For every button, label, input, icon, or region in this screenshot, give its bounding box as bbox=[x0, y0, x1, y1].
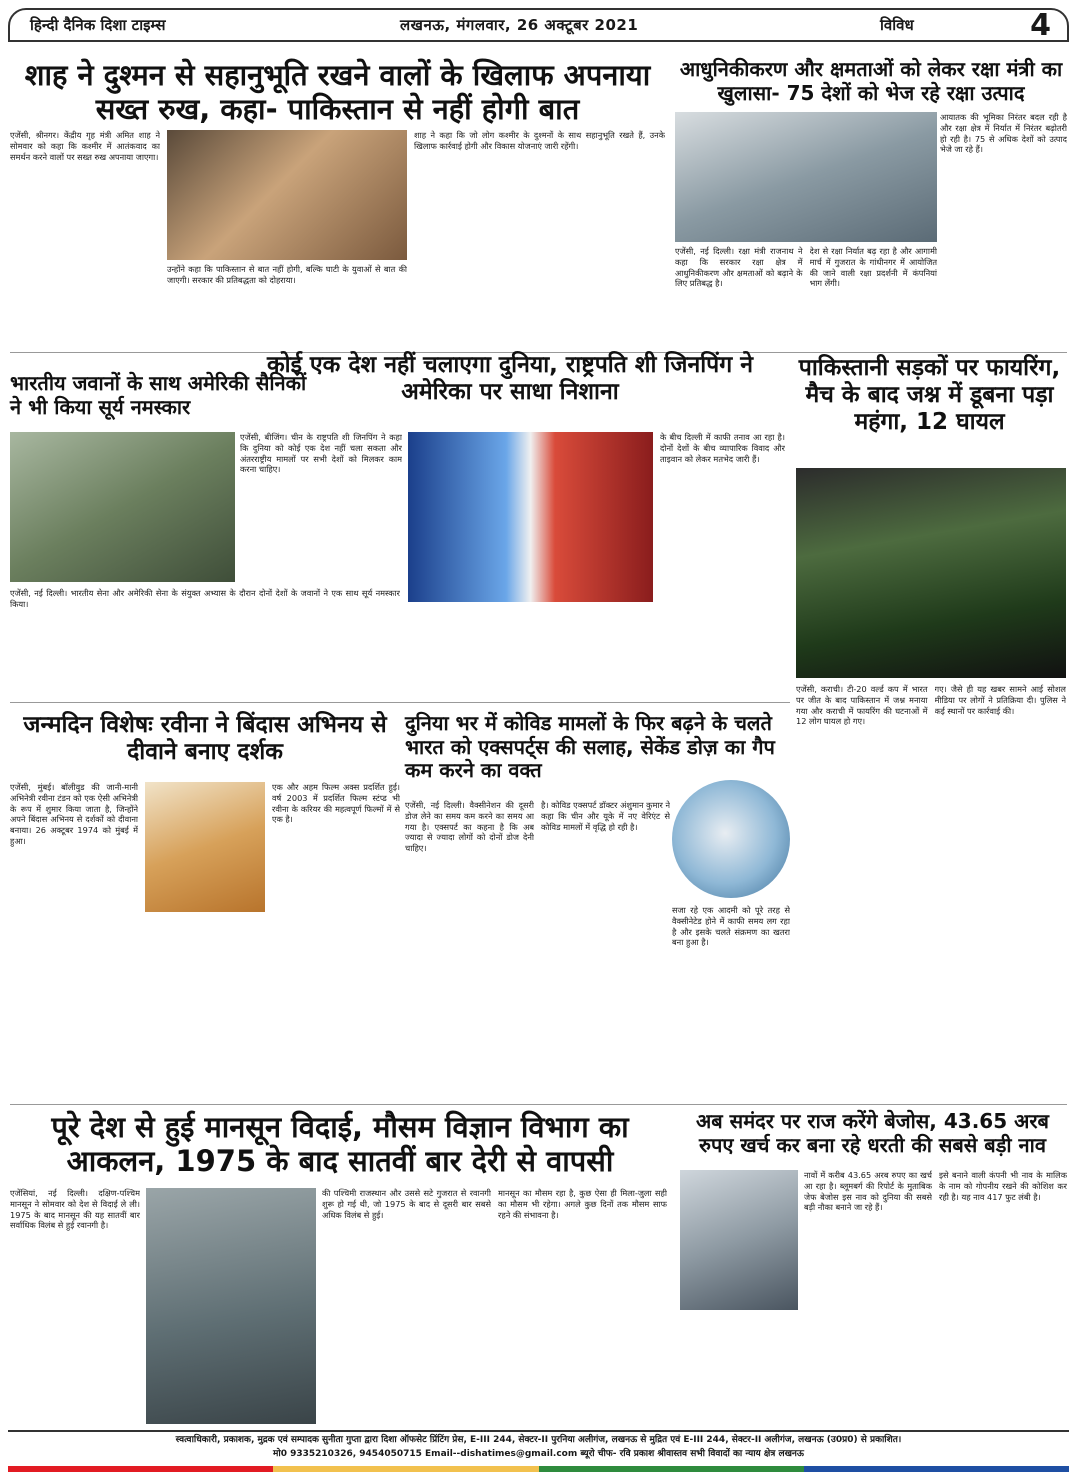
article-raveena bbox=[10, 712, 400, 766]
covid-body bbox=[405, 800, 670, 1100]
monsoon-rain-photo bbox=[146, 1188, 316, 1424]
stripe-4 bbox=[804, 1466, 1069, 1472]
pakistan-text-1: एजेंसी, कराची। टी-20 वर्ल्ड कप में भारत पर जीत के बाद पाकिस्तान में जश्न मनाया गया और कराची में फायरिंग की घटनाओं में 12 लोग घायल हो गए। bbox=[796, 684, 928, 727]
monsoon-text-1: एजेंसियां, नई दिल्ली। दक्षिण-पश्चिम मानसून ने सोमवार को देश से विदाई ले ली। 1975 के बाद मानसून की यह सातवीं बार सर्वाधिक विलंब से हुई रवानगी है। bbox=[10, 1188, 140, 1231]
defence-text-3: आयातक की भूमिका निरंतर बदल रही है और रक्षा क्षेत्र में निर्यात में निरंतर बढ़ोतरी हो रही है। 75 से अधिक देशों को उत्पाद भेजे जा रहे हैं। bbox=[940, 112, 1067, 155]
divider-2 bbox=[10, 702, 790, 703]
xi-column-3 bbox=[660, 432, 785, 692]
covid-text-2: है। कोविड एक्सपर्ट डॉक्टर अंशुमान कुमार ने कहा कि चीन और यूके में नए वेरिएंट से कोविड मामलों में वृद्धि हो रही है। bbox=[541, 800, 670, 832]
headline-pakistan: पाकिस्तानी सड़कों पर फायरिंग, मैच के बाद जश्न में डूबना पड़ा महंगा, 12 घायल bbox=[798, 355, 1061, 436]
defence-text-2: देश से रक्षा निर्यात बढ़ रहा है और आगामी मार्च में गुजरात के गांधीनगर में आयोजित की जाने वाली रक्षा प्रदर्शनी में कंपनियां भाग लेंगी। bbox=[809, 246, 937, 289]
monsoon-body bbox=[322, 1188, 667, 1424]
raveena-column-2 bbox=[145, 782, 265, 1102]
article-pakistan bbox=[792, 355, 1067, 436]
raveena-column-1 bbox=[10, 782, 138, 1102]
bezos-text-2: इसे बनाने वाली कंपनी भी नाव के मालिक के नाम को गोपनीय रखने की कोशिश कर रही है। यह नाव 417 फुट लंबी है। bbox=[939, 1170, 1067, 1202]
xi-text-2: के बीच दिल्ली में काफी तनाव आ रहा है। दोनों देशों के बीच व्यापारिक विवाद और ताइवान को लेकर मतभेद जारी हैं। bbox=[660, 432, 785, 464]
shah-text-3: शाह ने कहा कि जो लोग कश्मीर के दुश्मनों के साथ सहानुभूति रखते हैं, उनके खिलाफ कार्रवाई होगी और विकास योजनाएं जारी रहेंगी। bbox=[414, 130, 665, 151]
covid-column-1 bbox=[405, 800, 534, 1100]
imprint-footer bbox=[8, 1430, 1069, 1466]
xi-text-1: एजेंसी, बीजिंग। चीन के राष्ट्रपति शी जिनपिंग ने कहा कि दुनिया को कोई एक देश नहीं चला सकता और अंतरराष्ट्रीय मामलों पर सभी देशों को मिलकर काम करना चाहिए। bbox=[240, 432, 402, 475]
raveena-photo bbox=[145, 782, 265, 912]
covid-col-3-text bbox=[672, 905, 790, 1100]
stripe-2 bbox=[273, 1466, 538, 1472]
stripe-1 bbox=[8, 1466, 273, 1472]
covid-text-1: एजेंसी, नई दिल्ली। वैक्सीनेशन की दूसरी डोज लेने का समय कम करने का समय आ गया है। एक्सपर्ट का कहना है कि अब ज्यादा से ज्यादा लोगों को दोनों डोज देनी चाहिए। bbox=[405, 800, 534, 854]
page-number: 4 bbox=[1030, 8, 1051, 43]
monsoon-column-3 bbox=[498, 1188, 667, 1424]
article-defence bbox=[675, 58, 1067, 105]
masthead bbox=[8, 8, 1069, 42]
paper-name: हिन्दी दैनिक दिशा टाइम्स bbox=[30, 16, 166, 34]
defence-photo bbox=[675, 112, 937, 242]
headline-monsoon: पूरे देश से हुई मानसून विदाई, मौसम विज्ञान विभाग का आकलन, 1975 के बाद सातवीं बार देरी से वापसी bbox=[51, 1110, 629, 1179]
headline-xi: कोई एक देश नहीं चलाएगा दुनिया, राष्ट्रपति शी जिनपिंग ने अमेरिका पर साधा निशाना bbox=[267, 352, 753, 406]
shah-text-2: उन्होंने कहा कि पाकिस्तान से बात नहीं होगी, बल्कि घाटी के युवाओं से बात की जाएगी। सरकार की प्रतिबद्धता को दोहराया। bbox=[167, 264, 407, 285]
article-covid bbox=[405, 712, 790, 783]
headline-raveena: जन्मदिन विशेषः रवीना ने बिंदास अभिनय से दीवाने बनाए दर्शक bbox=[23, 712, 387, 766]
defence-body bbox=[675, 246, 937, 346]
raveena-text-2: एक और अहम फिल्म अक्स प्रदर्शित हुई। वर्ष 2003 में प्रदर्शित फिल्म स्टंप्ड भी रवीना के करियर की महत्वपूर्ण फिल्मों में से एक है। bbox=[272, 782, 400, 825]
headline-shah: शाह ने दुश्मन से सहानुभूति रखने वालों के खिलाफ अपनाया सख्त रुख, कहा- पाकिस्तान से नहीं होगी बात bbox=[24, 58, 651, 127]
xi-col-3-text bbox=[660, 432, 785, 692]
monsoon-column-2 bbox=[322, 1188, 491, 1424]
defence-text-1: एजेंसी, नई दिल्ली। रक्षा मंत्री राजनाथ ने कहा कि सरकार रक्षा क्षेत्र में आधुनिकीकरण और क्षमताओं को बढ़ाने के लिए प्रतिबद्ध है। bbox=[675, 246, 803, 289]
shah-photo bbox=[167, 130, 407, 260]
bezos-text-1: नावों में करीब 43.65 अरब रुपए का खर्च आ रहा है। ब्लूमबर्ग की रिपोर्ट के मुताबिक जेफ बेजोस इस नाव को दुनिया की सबसे बड़ी नौका बनाने जा रहे हैं। bbox=[804, 1170, 932, 1213]
monsoon-col-1-text bbox=[10, 1188, 140, 1424]
article-monsoon bbox=[10, 1110, 670, 1178]
footer-stripe bbox=[8, 1466, 1069, 1472]
imprint-line-1: स्वत्वाधिकारी, प्रकाशक, मुद्रक एवं सम्पादक सुनीता गुप्ता द्वारा दिशा ऑफसेट प्रिंटिंग प्रेस, E-III 244, सेक्टर-II पुरनिया अलीगंज, लखनऊ से मुद्रित एवं E-III 244, सेक्टर-II अलीगंज, लखनऊ (उ0प्र0) से प्रकाशित। bbox=[175, 1435, 902, 1445]
stripe-3 bbox=[539, 1466, 804, 1472]
pakistan-text-2: गए। जैसे ही यह खबर सामने आई सोशल मीडिया पर लोगों ने प्रतिक्रिया दी। पुलिस ने कई स्थानों पर कार्रवाई की। bbox=[934, 684, 1066, 716]
article-shah bbox=[10, 58, 665, 126]
monsoon-column-1 bbox=[10, 1188, 140, 1424]
headline-bezos: अब समंदर पर राज करेंगे बेजोस, 43.65 अरब रुपए खर्च कर बना रहे धरती की सबसे बड़ी नाव bbox=[696, 1109, 1049, 1157]
defence-col-3-text bbox=[940, 112, 1067, 347]
soldiers-photo bbox=[10, 432, 235, 582]
covid-column-2 bbox=[541, 800, 670, 1100]
raveena-column-3 bbox=[272, 782, 400, 1102]
monsoon-text-3: मानसून का मौसम रहा है, कुछ ऐसा ही मिला-जुला सही का मौसम भी रहेगा। अगले कुछ दिनों तक मौसम साफ रहने की संभावना है। bbox=[498, 1188, 667, 1220]
pakistan-crowd-photo bbox=[796, 468, 1066, 678]
shah-column-1 bbox=[10, 130, 160, 350]
defence-column-2 bbox=[810, 246, 938, 346]
xi-col-1-text bbox=[240, 432, 402, 692]
defence-column-3 bbox=[940, 112, 1067, 347]
covid-column-3 bbox=[672, 905, 790, 1100]
pakistan-column-2 bbox=[935, 684, 1067, 1074]
bezos-photo bbox=[680, 1170, 798, 1310]
article-shah-body bbox=[10, 130, 665, 350]
bezos-body bbox=[804, 1170, 1067, 1424]
headline-soldiers: भारतीय जवानों के साथ अमेरिकी सैनिकों ने भी किया सूर्य नमस्कार bbox=[10, 371, 307, 419]
raveena-text-1: एजेंसी, मुंबई। बॉलीवुड की जानी-मानी अभिनेत्री रवीना टंडन को एक ऐसी अभिनेत्री के रूप में शुमार किया जाता है, जिन्होंने अपने बिंदास अभिनय से दर्शकों को दीवाना बनाया। 26 अक्टूबर 1974 को मुंबई में हुआ। bbox=[10, 782, 138, 847]
raveena-body bbox=[10, 782, 400, 1102]
covid-text-3: सजा रहे एक आदमी को पूरे तरह से वैक्सीनेटेड होने में काफी समय लग रहा है और इसके चलते संक्रमण का खतरा बना हुआ है। bbox=[672, 905, 790, 948]
xi-column-1 bbox=[240, 432, 402, 692]
soldiers-text-1: एजेंसी, नई दिल्ली। भारतीय सेना और अमेरिकी सेना के संयुक्त अभ्यास के दौरान दोनों देशों के जवानों ने एक साथ सूर्य नमस्कार किया। bbox=[10, 588, 400, 609]
date-line: लखनऊ, मंगलवार, 26 अक्टूबर 2021 bbox=[400, 16, 639, 34]
bezos-column-2 bbox=[939, 1170, 1067, 1424]
monsoon-text-2: की पश्चिमी राजस्थान और उससे सटे गुजरात से रवानगी शुरू हो गई थी, जो 1975 के बाद से दूसरी बार सबसे अधिक विलंब से हुई। bbox=[322, 1188, 491, 1220]
shah-column-3 bbox=[414, 130, 665, 350]
shah-text-1: एजेंसी, श्रीनगर। केंद्रीय गृह मंत्री अमित शाह ने सोमवार को कहा कि कश्मीर में आतंकवाद का समर्थन करने वालों पर सख्त रुख अपनाया जाएगा। bbox=[10, 130, 160, 162]
pakistan-column-1 bbox=[796, 684, 928, 1074]
divider-3 bbox=[10, 1104, 1067, 1105]
pakistan-body bbox=[796, 684, 1066, 1074]
section-name: विविध bbox=[880, 16, 914, 34]
headline-covid: दुनिया भर में कोविड मामलों के फिर बढ़ने के चलते भारत को एक्सपर्ट्स की सलाह, सेकेंड डोज़ का गैप कम करने का वक्त bbox=[405, 711, 775, 783]
xi-biden-photo bbox=[408, 432, 653, 602]
headline-defence: आधुनिकीकरण और क्षमताओं को लेकर रक्षा मंत्री का खुलासा- 75 देशों को भेज रहे रक्षा उत्पाद bbox=[679, 57, 1063, 105]
imprint-line-2: मो0 9335210326, 9454050715 Email--dishatimes@gmail.com ब्यूरो चीफ- रवि प्रकाश श्रीवास्तव सभी विवादों का न्याय क्षेत्र लखनऊ bbox=[273, 1448, 804, 1459]
article-xi bbox=[240, 352, 780, 406]
shah-column-2 bbox=[167, 130, 407, 350]
article-bezos bbox=[678, 1110, 1067, 1157]
bezos-column-1 bbox=[804, 1170, 932, 1424]
defence-column-1 bbox=[675, 246, 803, 346]
covid-vaccine-photo bbox=[672, 780, 790, 898]
